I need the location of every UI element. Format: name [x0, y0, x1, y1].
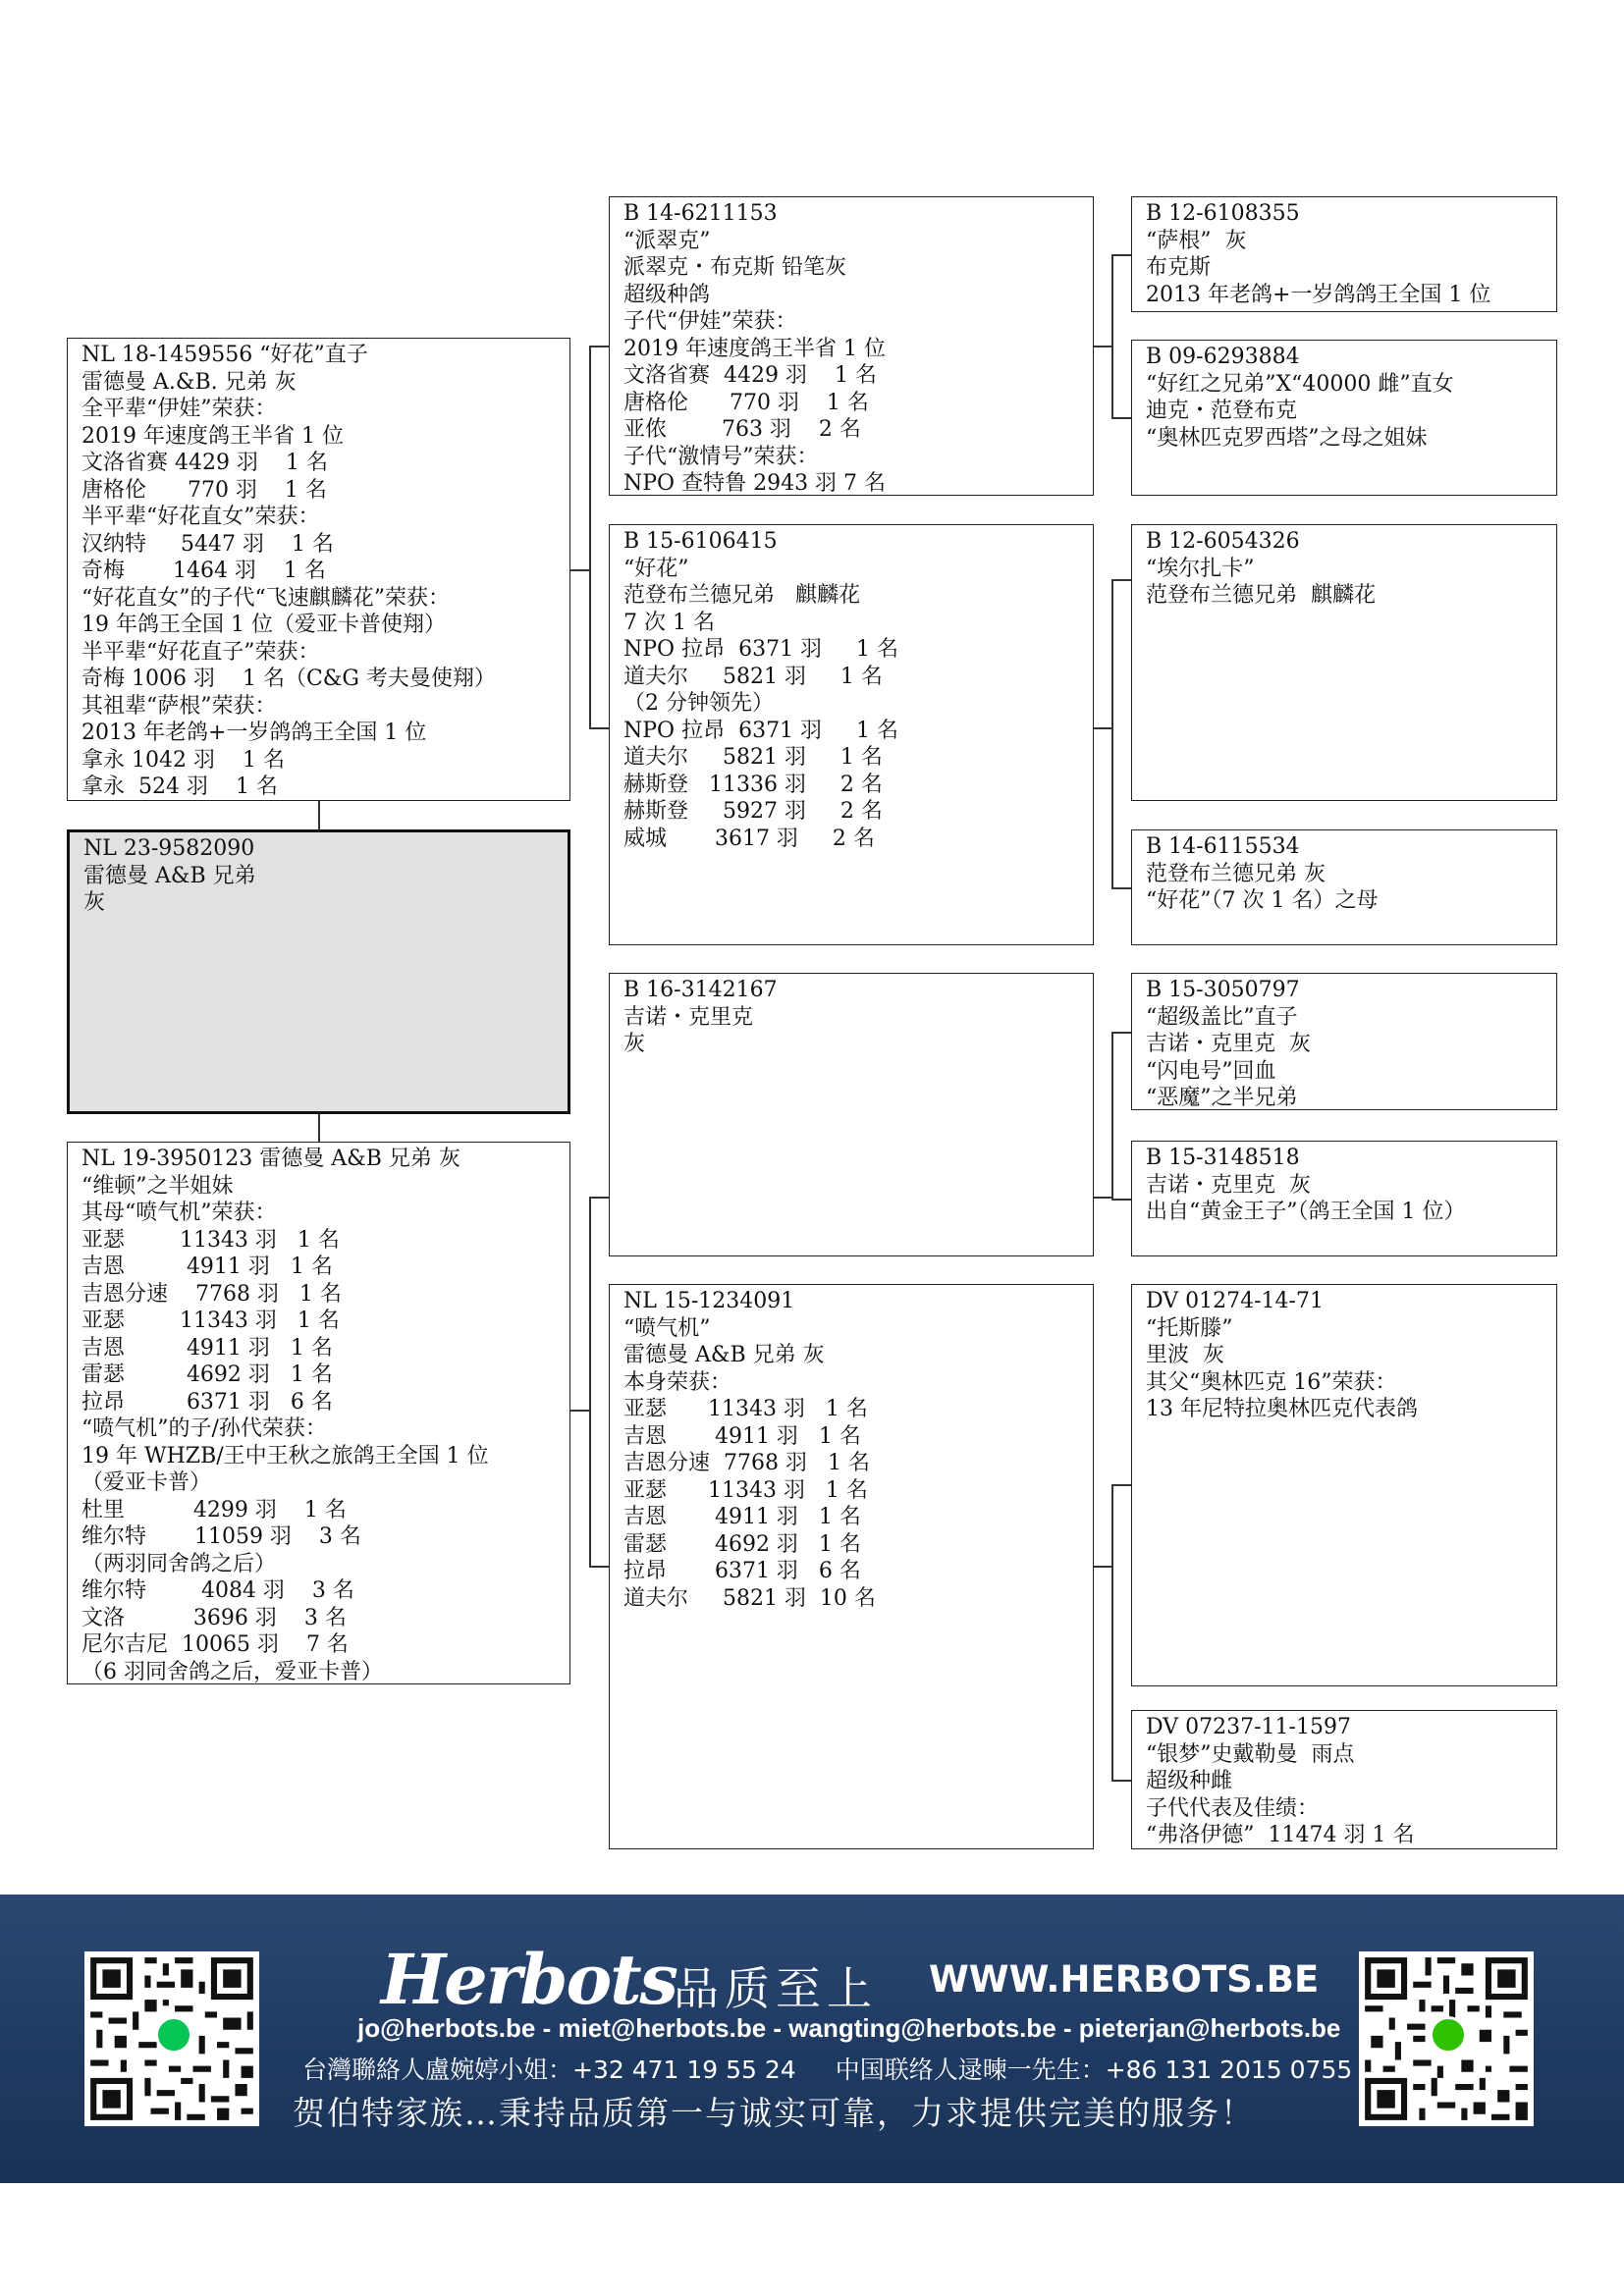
pedigree-sds-box — [1131, 524, 1557, 801]
taiwan-contact: 台灣聯絡人盧婉婷小姐：+32 471 19 55 24 — [302, 2056, 796, 2084]
pedigree-text-line: （6 羽同舍鸽之后，爱亚卡普） — [81, 1659, 383, 1684]
connector-line — [570, 1410, 590, 1412]
connector-line — [589, 346, 609, 347]
pedigree-text-line: 布克斯 — [1146, 255, 1212, 280]
pedigree-text-line: （爱亚卡普） — [81, 1470, 212, 1495]
connector-line — [318, 1114, 320, 1142]
pedigree-text-line: “闪电号”回血 — [1146, 1058, 1276, 1084]
pedigree-text-line: B 15-3050797 — [1146, 978, 1300, 1002]
pedigree-text-line: 2013 年老鸽+一岁鸽鸽王全国 1 位 — [81, 721, 427, 745]
pedigree-text-line: 2019 年速度鸽王半省 1 位 — [623, 336, 886, 361]
pedigree-text-line: 吉诺・克里克 灰 — [1146, 1172, 1311, 1198]
connector-line — [1094, 727, 1112, 729]
pedigree-text-line: B 12-6054326 — [1146, 529, 1300, 554]
pedigree-text-line: 13 年尼特拉奥林匹克代表鸽 — [1146, 1397, 1418, 1421]
pedigree-dds-box — [1131, 1284, 1557, 1686]
pedigree-text-line: 赫斯登 5927 羽 2 名 — [623, 799, 883, 824]
pedigree-text-line: 其父“奥林匹克 16”荣获： — [1146, 1369, 1397, 1395]
herbots-logo: Herbots — [381, 1939, 677, 2020]
pedigree-text-line: 亚瑟 11343 羽 1 名 — [81, 1308, 340, 1333]
pedigree-text-line: 吉恩 4911 羽 1 名 — [623, 1423, 861, 1449]
pedigree-text-line: 赫斯登 11336 羽 2 名 — [623, 772, 883, 797]
pedigree-text-line: “托斯滕” — [1146, 1315, 1233, 1341]
pedigree-sire-sire-box — [609, 196, 1094, 496]
pedigree-text-line: NPO 拉昂 6371 羽 1 名 — [623, 718, 899, 743]
pedigree-dam-box — [67, 1142, 570, 1684]
pedigree-text-line: NPO 拉昂 6371 羽 1 名 — [623, 637, 899, 662]
pedigree-text-line: NPO 查特鲁 2943 羽 7 名 — [623, 471, 887, 496]
pedigree-text-line: 维尔特 4084 羽 3 名 — [81, 1578, 354, 1603]
pedigree-text-line: 全平辈“伊娃”荣获： — [81, 397, 277, 421]
pedigree-text-line: 亚侬 763 羽 2 名 — [623, 417, 861, 442]
pedigree-text-line: 文洛 3696 羽 3 名 — [81, 1605, 347, 1630]
pedigree-text-line: 吉恩分速 7768 羽 1 名 — [81, 1281, 342, 1307]
pedigree-text-line: “银梦”史戴勒曼 雨点 — [1146, 1741, 1355, 1767]
pedigree-text-line: 奇梅 1464 羽 1 名 — [81, 559, 326, 583]
pedigree-text-line: 其母“喷气机”荣获： — [81, 1201, 277, 1225]
pedigree-text-line: 拿永 524 羽 1 名 — [81, 774, 278, 799]
pedigree-text-line: B 16-3142167 — [623, 978, 778, 1002]
pedigree-text-line: 范登布兰德兄弟 麒麟花 — [623, 583, 860, 608]
pedigree-text-line: 派翠克・布克斯 铅笔灰 — [623, 255, 846, 280]
pedigree-text-line: DV 01274-14-71 — [1146, 1289, 1324, 1313]
pedigree-text-line: B 14-6211153 — [623, 201, 778, 226]
pedigree-text-line: 半平辈“好花直子”荣获： — [81, 639, 320, 665]
pedigree-text-line: 子代代表及佳绩： — [1146, 1795, 1320, 1821]
connector-line — [1111, 1484, 1131, 1486]
pedigree-text-line: 亚瑟 11343 羽 1 名 — [623, 1397, 868, 1421]
pedigree-text-line: 超级种雌 — [1146, 1769, 1233, 1793]
pedigree-text-line: “奥林匹克罗西塔”之母之姐妹 — [1146, 425, 1428, 451]
pedigree-text-line: 文洛省赛 4429 羽 1 名 — [623, 363, 877, 388]
connector-line — [1094, 1566, 1112, 1568]
connector-line — [1111, 1032, 1131, 1034]
pedigree-text-line: 本身荣获： — [623, 1369, 732, 1395]
line-qr-code[interactable] — [84, 1951, 259, 2126]
pedigree-text-line: 迪克・范登布克 — [1146, 399, 1298, 423]
wechat-icon — [1430, 2016, 1467, 2054]
slogan-text: 品质至上 — [674, 1962, 878, 2015]
pedigree-text-line: 雷瑟 4692 羽 1 名 — [81, 1362, 333, 1387]
pedigree-sire-dam-box — [609, 524, 1094, 945]
pedigree-text-line: 19 年 WHZB/王中王秋之旅鸽王全国 1 位 — [81, 1443, 489, 1468]
china-contact: 中国联络人逯暕一先生：+86 131 2015 0755 — [835, 2056, 1353, 2084]
pedigree-text-line: 吉诺・克里克 — [623, 1004, 754, 1030]
pedigree-text-line: 道夫尔 5821 羽 1 名 — [623, 664, 883, 689]
pedigree-text-line: 道夫尔 5821 羽 1 名 — [623, 745, 883, 770]
pedigree-text-line: “好红之兄弟”X“40000 雌”直女 — [1146, 371, 1454, 397]
pedigree-text-line: 里波 灰 — [1146, 1343, 1224, 1367]
connector-line — [589, 346, 591, 728]
connector-line — [589, 1197, 609, 1199]
footer-motto: 贺伯特家族…秉持品质第一与诚实可靠，力求提供完美的服务！ — [293, 2094, 1255, 2132]
pedigree-text-line: 汉纳特 5447 羽 1 名 — [81, 531, 334, 557]
pedigree-text-line: B 14-6115534 — [1146, 834, 1300, 859]
pedigree-sire-box — [67, 338, 570, 801]
pedigree-text-line: B 12-6108355 — [1146, 201, 1300, 226]
pedigree-sss-box — [1131, 196, 1557, 312]
pedigree-text-line: “维顿”之半姐妹 — [81, 1173, 234, 1199]
pedigree-text-line: 其祖辈“萨根”荣获： — [81, 693, 277, 719]
connector-line — [1111, 1484, 1113, 1781]
pedigree-text-line: 唐格伦 770 羽 1 名 — [81, 477, 327, 503]
pedigree-text-line: 文洛省赛 4429 羽 1 名 — [81, 451, 328, 475]
pedigree-text-line: 范登布兰德兄弟 灰 — [1146, 861, 1326, 886]
pedigree-text-line: 吉诺・克里克 灰 — [1146, 1032, 1311, 1056]
pedigree-dsd-box — [1131, 1141, 1557, 1256]
pedigree-text-line: B 15-3148518 — [1146, 1146, 1300, 1170]
pedigree-subject-box — [67, 829, 570, 1114]
pedigree-text-line: “超级盖比”直子 — [1146, 1004, 1298, 1030]
pedigree-text-line: “喷气机”的子/孙代荣获： — [81, 1416, 327, 1441]
pedigree-text-line: 半平辈“好花直女”荣获： — [81, 505, 320, 529]
pedigree-text-line: 超级种鸽 — [623, 282, 711, 307]
pedigree-text-line: “埃尔扎卡” — [1146, 556, 1255, 581]
pedigree-text-line: 雷瑟 4692 羽 1 名 — [623, 1531, 861, 1557]
pedigree-text-line: 出自“黄金王子”（鸽王全国 1 位） — [1146, 1200, 1466, 1224]
connector-line — [1111, 254, 1131, 256]
pedigree-text-line: 子代“伊娃”荣获： — [623, 309, 797, 334]
pedigree-text-line: 拉昂 6371 羽 6 名 — [623, 1559, 861, 1583]
pedigree-text-line: NL 15-1234091 — [623, 1289, 795, 1313]
pedigree-text-line: （两羽同舍鸽之后） — [81, 1551, 277, 1576]
connector-line — [1111, 417, 1131, 419]
pedigree-dam-dam-box — [609, 1284, 1094, 1849]
pedigree-text-line: 19 年鸽王全国 1 位（爱亚卡普使翔） — [81, 613, 446, 637]
connector-line — [1111, 1199, 1131, 1201]
pedigree-text-line: DV 07237-11-1597 — [1146, 1715, 1351, 1739]
connector-line — [1111, 579, 1113, 888]
pedigree-text-line: 雷德曼 A&B 兄弟 — [83, 863, 256, 888]
pedigree-text-line: 亚瑟 11343 羽 1 名 — [81, 1227, 340, 1253]
pedigree-text-line: （2 分钟领先） — [623, 691, 774, 716]
pedigree-text-line: “好花直女”的子代“飞速麒麟花”荣获： — [81, 585, 450, 611]
pedigree-ssd-box — [1131, 340, 1557, 496]
connector-line — [1094, 346, 1112, 347]
pedigree-dam-sire-box — [609, 973, 1094, 1256]
line-icon — [155, 2016, 192, 2054]
pedigree-text-line: 子代“激情号”荣获： — [623, 444, 819, 469]
pedigree-text-line: 吉恩分速 7768 羽 1 名 — [623, 1451, 870, 1475]
pedigree-text-line: 灰 — [623, 1032, 646, 1056]
pedigree-text-line: 2019 年速度鸽王半省 1 位 — [81, 423, 344, 449]
pedigree-text-line: 范登布兰德兄弟 麒麟花 — [1146, 583, 1376, 608]
pedigree-text-line: “喷气机” — [623, 1315, 711, 1341]
pedigree-text-line: 杜里 4299 羽 1 名 — [81, 1497, 347, 1522]
pedigree-sdd-box — [1131, 829, 1557, 945]
connector-line — [318, 801, 320, 829]
pedigree-text-line: 7 次 1 名 — [623, 610, 715, 635]
pedigree-dss-box — [1131, 973, 1557, 1110]
pedigree-text-line: 唐格伦 770 羽 1 名 — [623, 390, 869, 415]
pedigree-text-line: 雷德曼 A.&B. 兄弟 灰 — [81, 369, 297, 395]
pedigree-text-line: “派翠克” — [623, 228, 711, 253]
pedigree-text-line: 吉恩 4911 羽 1 名 — [81, 1335, 333, 1361]
pedigree-text-line: NL 18-1459556 “好花”直子 — [81, 343, 368, 367]
pedigree-text-line: NL 23-9582090 — [83, 836, 255, 861]
pedigree-text-line: B 15-6106415 — [623, 529, 778, 554]
pedigree-text-line: 亚瑟 11343 羽 1 名 — [623, 1477, 868, 1503]
pedigree-text-line: 奇梅 1006 羽 1 名（C&G 考夫曼使翔） — [81, 667, 496, 691]
connector-line — [1111, 1780, 1131, 1782]
pedigree-text-line: B 09-6293884 — [1146, 345, 1300, 369]
pedigree-text-line: 灰 — [83, 890, 106, 915]
connector-line — [1111, 1032, 1113, 1200]
pedigree-text-line: “弗洛伊德” 11474 羽 1 名 — [1146, 1823, 1415, 1847]
pedigree-text-line: “萨根” 灰 — [1146, 228, 1247, 253]
connector-line — [570, 569, 590, 571]
pedigree-text-line: “恶魔”之半兄弟 — [1146, 1086, 1298, 1110]
pedigree-text-line: “好花” — [623, 556, 689, 581]
pedigree-text-line: 吉恩 4911 羽 1 名 — [623, 1505, 861, 1529]
connector-line — [1111, 254, 1113, 418]
email-addresses[interactable]: jo@herbots.be - miet@herbots.be - wangting@herbots.be - pieterjan@herbots.be — [357, 2013, 1341, 2043]
connector-line — [1111, 887, 1131, 889]
pedigree-text-line: 尼尔吉尼 10065 羽 7 名 — [81, 1632, 349, 1657]
connector-line — [1094, 1197, 1112, 1199]
pedigree-text-line: 2013 年老鸽+一岁鸽鸽王全国 1 位 — [1146, 282, 1491, 307]
contact-numbers — [302, 2051, 1352, 2086]
connector-line — [589, 1197, 591, 1567]
pedigree-text-line: 威城 3617 羽 2 名 — [623, 826, 875, 851]
connector-line — [589, 727, 609, 729]
pedigree-text-line: “好花”（7 次 1 名）之母 — [1146, 888, 1379, 913]
connector-line — [589, 1566, 609, 1568]
pedigree-text-line: NL 19-3950123 雷德曼 A&B 兄弟 灰 — [81, 1147, 460, 1171]
wechat-qr-code[interactable] — [1359, 1951, 1534, 2126]
pedigree-text-line: 吉恩 4911 羽 1 名 — [81, 1255, 333, 1279]
pedigree-text-line: 道夫尔 5821 羽 10 名 — [623, 1585, 876, 1611]
pedigree-ddd-box — [1131, 1710, 1557, 1849]
connector-line — [1111, 579, 1131, 581]
pedigree-text-line: 拿永 1042 羽 1 名 — [81, 747, 285, 773]
pedigree-text-line: 拉昂 6371 羽 6 名 — [81, 1389, 333, 1415]
pedigree-text-line: 维尔特 11059 羽 3 名 — [81, 1524, 361, 1549]
website-link[interactable]: WWW.HERBOTS.BE — [929, 1958, 1320, 2001]
pedigree-text-line: 雷德曼 A&B 兄弟 灰 — [623, 1343, 825, 1367]
